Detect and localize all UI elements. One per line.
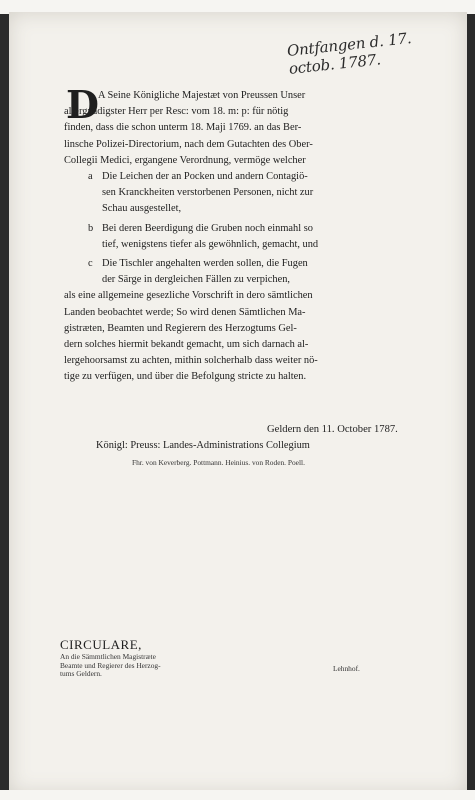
handwritten-receipt-note: Ontfangen d. 17. octob. 1787.: [286, 29, 413, 78]
scan-bottom-margin: [0, 790, 475, 800]
list-line: Bei deren Beerdigung die Gruben noch einmahl so: [102, 222, 313, 234]
body-line: allergnädigster Herr per Resc: vom 18. m: p: für nötig: [64, 106, 289, 118]
body-line: linsche Polizei-Directorium, nach dem Gutachten des Ober-: [64, 138, 313, 150]
list-line: Die Leichen der an Pocken und andern Contagiö-: [102, 171, 308, 183]
body-line: Landen beobachtet werde; So wird denen Sämtlichen Ma-: [64, 306, 306, 318]
body-line: A Seine Königliche Majestæt von Preussen Unser: [98, 90, 306, 101]
body-line: finden, dass die schon unterm 18. Maji 1769. an das Ber-: [64, 122, 302, 134]
list-letter: b: [88, 222, 94, 234]
decree-body: [64, 82, 404, 386]
list-letter: a: [88, 171, 93, 183]
lehnhof-label: Lehnhof.: [333, 664, 360, 673]
circulare-address: [60, 653, 235, 679]
address-line: An die Sämmtlichen Magistræte: [60, 652, 156, 661]
list-line: Die Tischler angehalten werden sollen, die Fugen: [102, 258, 308, 270]
circulare-title: CIRCULARE,: [60, 637, 142, 652]
list-line: tief, wenigstens tiefer als gewöhnlich, gemacht, und: [102, 238, 319, 250]
list-letter: c: [88, 258, 93, 270]
address-line: tums Geldern.: [60, 669, 102, 679]
signatories: Fhr. von Keverberg. Pottmann. Heinius. von Roden. Poell.: [132, 458, 305, 467]
issuing-authority: Königl: Preuss: Landes-Administrations Collegium: [96, 440, 310, 451]
list-item-c: [88, 256, 404, 288]
body-line: Collegii Medici, ergangene Verordnung, vermöge welcher: [64, 154, 306, 166]
address-line: Beamte und Regierer des Herzog-: [60, 660, 161, 670]
body-line: gistræten, Beamten und Regierern des Herzogtums Gel-: [64, 322, 297, 334]
list-item-b: [88, 221, 404, 253]
body-line: dern solches hiermit bekandt gemacht, um sich darnach al-: [64, 339, 309, 351]
list-line: sen Kranckheiten verstorbenen Personen, nicht zur: [102, 187, 314, 199]
body-line: lergehoorsamst zu achten, mithin solcherhalb dass weiter nö-: [64, 355, 318, 367]
body-line: tige zu verfügen, und über die Befolgung stricte zu halten.: [64, 371, 307, 383]
list-line: der Särge in dergleichen Fällen zu verpichen,: [102, 274, 291, 286]
body-line: als eine allgemeine gesezliche Vorschrift in dero sämtlichen: [64, 290, 313, 302]
list-line: Schau ausgestellet,: [102, 203, 182, 215]
list-item-a: [88, 169, 404, 218]
issue-date: Geldern den 11. October 1787.: [267, 424, 398, 435]
drop-capital: D: [66, 82, 99, 127]
